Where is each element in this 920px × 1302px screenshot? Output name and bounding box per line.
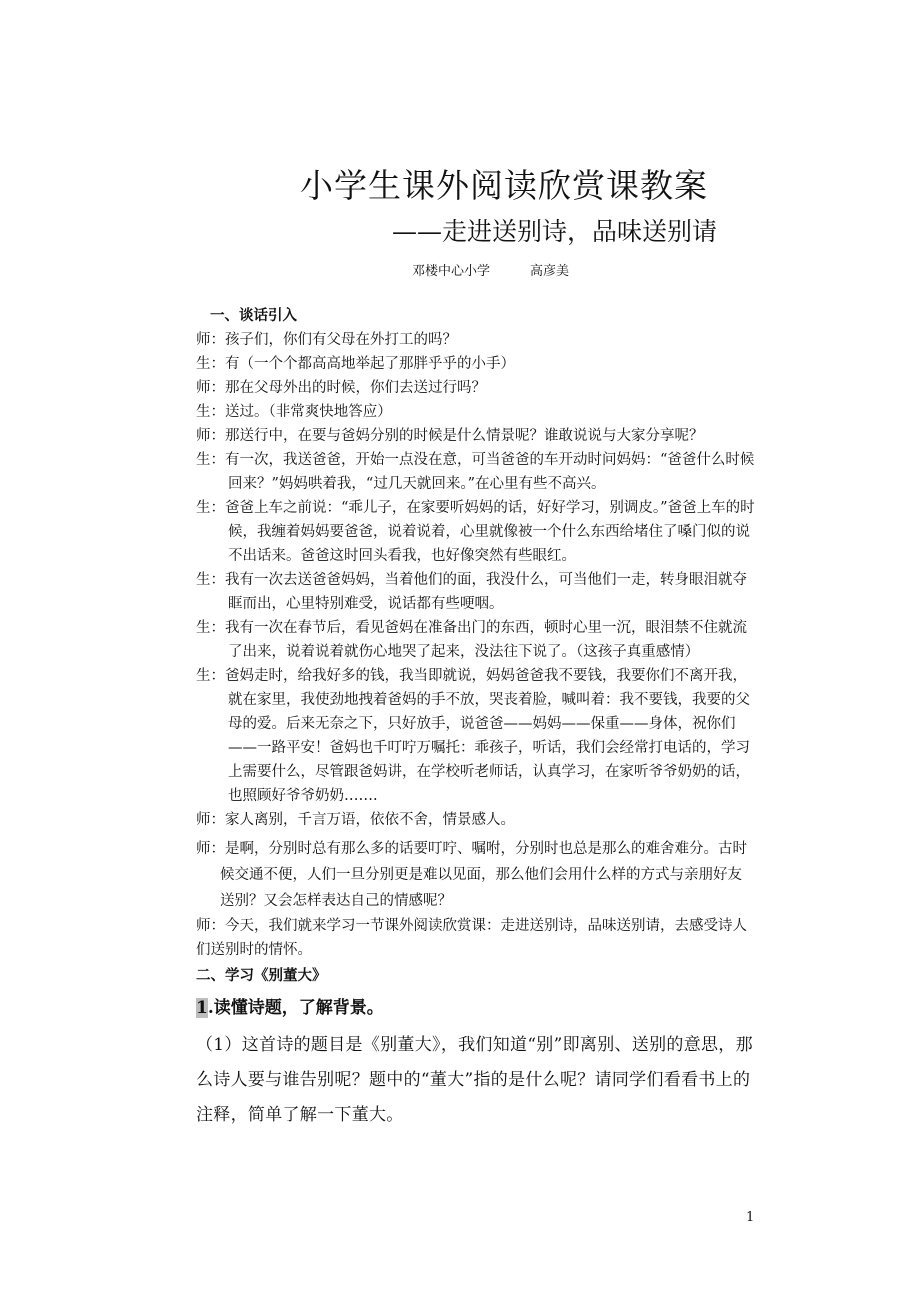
school-name: 邓楼中心小学 bbox=[412, 264, 491, 279]
dialogue-line: 师：那送行中，在要与爸妈分别的时候是什么情景呢？谁敢说说与大家分享呢？ bbox=[196, 428, 704, 444]
document-body bbox=[196, 304, 756, 1133]
section-heading-1: 一、谈话引入 bbox=[210, 307, 297, 324]
page-number: 1 bbox=[746, 1210, 755, 1225]
teacher-paragraph: 师：今天，我们就来学习一节课外阅读欣赏课：走进送别诗，品味送别请，去感受诗人们送别时的情怀。 bbox=[196, 918, 747, 958]
dialogue-line: 生：有一次，我送爸爸，开始一点没在意，可当爸爸的车开动时问妈妈：“爸爸什么时候回来？”妈妈哄着我，“过几天就回来。”在心里有些不高兴。 bbox=[196, 452, 755, 492]
dialogue-line: 生：爸妈走时，给我好多的钱，我当即就说，妈妈爸爸我不要钱，我要你们不离开我，就在家里，我使劲地拽着爸妈的手不放，哭丧着脸，喊叫着：我不要钱，我要的父母的爱。后来无奈之下，只好放手，说爸爸——妈妈——保重——身体，祝你们——一路平安！爸妈也千叮咛万嘱托：乖孩子，听话，我们会经常打电话的，学习上需要什么，尽管跟爸妈讲，在学校听老师话，认真学习，在家听爷爷奶奶的话，也照顾好爷爷奶奶……. bbox=[196, 668, 750, 804]
sub-heading bbox=[196, 996, 756, 1020]
author-line bbox=[412, 260, 569, 279]
dialogue-line: 师：那在父母外出的时候，你们去送过行吗？ bbox=[196, 380, 486, 396]
dialogue-line: 生：爸爸上车之前说：“乖儿子，在家要听妈妈的话，好好学习，别调皮。”爸爸上车的时候，我缠着妈妈要爸爸，说着说着，心里就像被一个什么东西给堵住了嗓门似的说不出话来。爸爸这时回头看我，也好像突然有些眼红。 bbox=[196, 500, 755, 564]
document-title: 小学生课外阅读欣赏课教案 bbox=[300, 166, 708, 205]
dialogue-line: 生：我有一次在春节后，看见爸妈在准备出门的东西，顿时心里一沉，眼泪禁不住就流了出来，说着说着就伤心地哭了起来，没法往下说了。（这孩子真重感情） bbox=[196, 620, 747, 660]
document-subtitle: ——走进送别诗，品味送别请 bbox=[392, 217, 718, 246]
teacher-paragraph: 师：是啊，分别时总有那么多的话要叮咛、嘱咐，分别时也总是那么的难舍难分。古时候交通不便，人们一旦分别更是难以见面，那么他们会用什么样的方式与亲朋好友送别？又会怎样表达自己的情感呢？ bbox=[196, 841, 747, 909]
dialogue-line: 生：我有一次去送爸爸妈妈，当着他们的面，我没什么，可当他们一走，转身眼泪就夺眶而出，心里特别难受，说话都有些哽咽。 bbox=[196, 572, 747, 612]
dialogue-line: 生：送过。（非常爽快地答应） bbox=[196, 404, 392, 420]
dialogue-line: 生：有（一个个都高高地举起了那胖乎乎的小手） bbox=[196, 356, 515, 372]
dialogue-line: 师：家人离别，千言万语，依依不舍，情景感人。 bbox=[196, 812, 515, 828]
author-name: 高彦美 bbox=[530, 264, 570, 279]
section-heading-2: 二、学习《别董大》 bbox=[196, 967, 327, 984]
sub-heading-number: 1 bbox=[196, 998, 208, 1018]
dialogue-line: 师：孩子们，你们有父母在外打工的吗？ bbox=[196, 332, 457, 348]
body-paragraph: （1）这首诗的题目是《别董大》，我们知道“别”即离别、送别的意思，那么诗人要与谁告别呢？题中的“董大”指的是什么呢？请同学们看看书上的注释，简单了解一下董大。 bbox=[196, 1035, 753, 1125]
sub-heading-text: .读懂诗题，了解背景。 bbox=[207, 998, 384, 1018]
